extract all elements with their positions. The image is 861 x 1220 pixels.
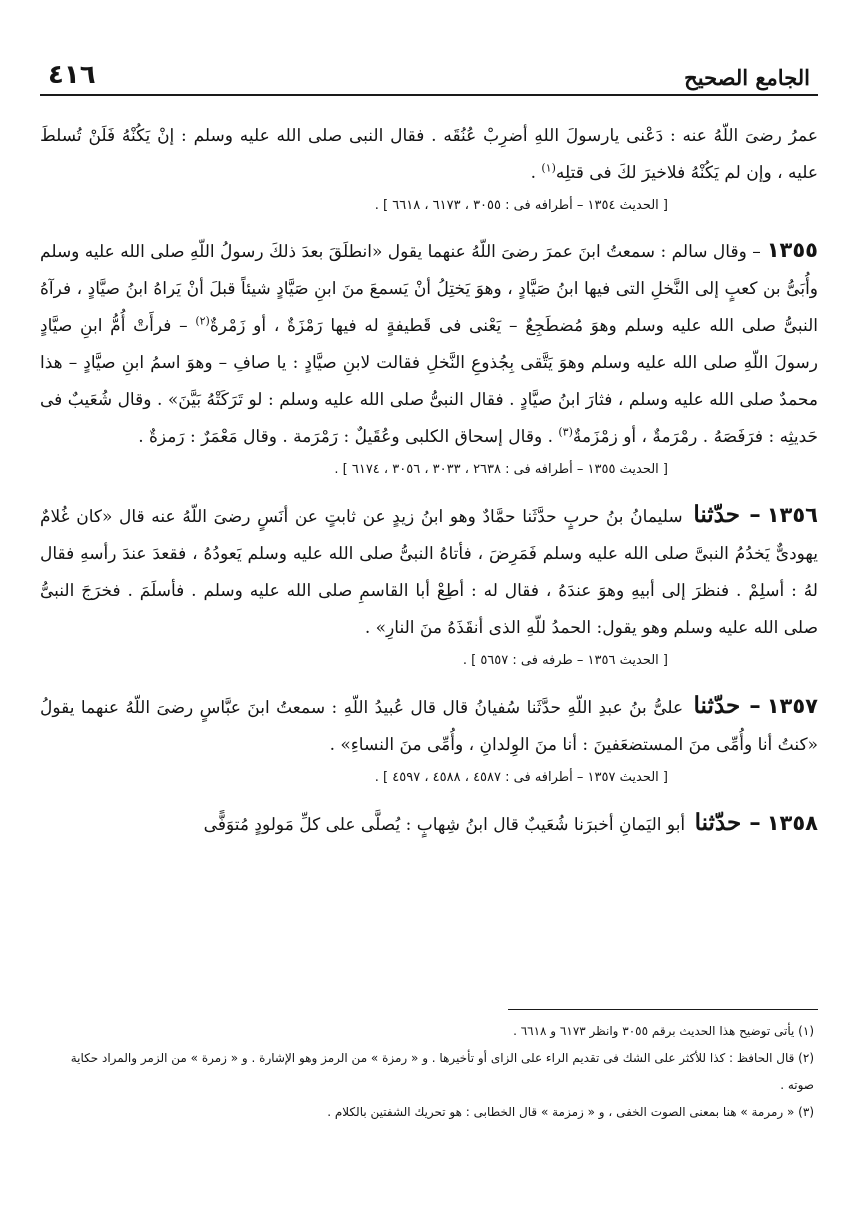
hadith-1357-text: علىُّ بنُ عبدِ اللّهِ حدَّثَنا سُفيانُ قال قال عُبيدُ اللّهِ : سمعتُ ابنَ عبَّاسٍ رضىَ اللّهُ عنهما يقولُ «كنتُ أنا وأُمِّى منَ المستضعَفينَ : أنا منَ الوِلدانِ ، وأُمِّى منَ النساءِ» . (40, 698, 818, 755)
hadith-1355-text-a: – وقال سالم : سمعتُ ابنَ عمرَ رضىَ اللّهُ عنهما يقول «انطلَقَ بعدَ ذلكَ رسولُ اللّهِ صلى الله عليه وسلم وأُبَىُّ بن كعبٍ إلى النَّخلِ التى فيها ابنُ صَيَّادٍ ، وهوَ يَختِلُ أنْ يَسمعَ منَ ابنِ صَيَّادٍ شيئاً قبلَ أنْ يَراهُ ابنُ صيَّادٍ ، فرآهُ النبىُّ صلى الله عليه وسلم وهوَ مُضطَجِعٌ – يَعْنى فى قَطيفةٍ له فيها رَمْزَةٌ ، أو زَمْرةٌ (40, 242, 818, 336)
footnote-1: (١) يأتى توضيح هذا الحديث برقم ٣٠٥٥ وانظر ٦١٧٣ و ٦٦١٨ . (513, 1024, 814, 1038)
hadith-number-1358: ١٣٥٨ (766, 811, 818, 835)
hadith-1358 (40, 804, 818, 844)
footnote-ref-2: (٢) (195, 314, 210, 328)
footnote-3: (٣) « رمرمة » هنا بمعنى الصوت الخفى ، و « زمزمة » قال الخطابى : هو تحريك الشفتين بالكلام . (327, 1105, 814, 1119)
page-body (40, 118, 818, 844)
hadith-1356 (40, 496, 818, 647)
hadith-1357-crossref: [ الحديث ١٣٥٧ – أطرافه فى : ٤٥٨٧ ، ٤٥٨٨ ، ٤٥٩٧ ] . (374, 770, 668, 785)
hadith-1355-text-c: . وقال إسحاق الكلبى وعُقَيلٌ : رَمْرَمة . وقال مَعْمَرٌ : رَمزةٌ . (138, 427, 559, 447)
hadith-number-1357: ١٣٥٧ (766, 694, 818, 718)
hadith-1355 (40, 232, 818, 456)
intro-end: . (530, 163, 542, 183)
footnote-ref-3: (٣) (558, 425, 573, 439)
haddathana-1358: – حدّثنا (694, 809, 761, 836)
book-title: الجامع الصحيح (684, 65, 810, 90)
haddathana-1356: – حدّثنا (693, 501, 761, 528)
hadith-number-1356: ١٣٥٦ (766, 503, 818, 527)
hadith-1355-crossref: [ الحديث ١٣٥٥ – أطرافه فى : ٢٦٣٨ ، ٣٠٣٣ ، ٣٠٥٦ ، ٦١٧٤ ] . (334, 462, 668, 477)
haddathana-1357: – حدّثنا (693, 692, 761, 719)
intro-text: عمرُ رضىَ اللّهُ عنه : دَعْنى يارسولَ اللهِ أضرِبْ عُنُقَه . فقال النبى صلى الله عليه وسلم : إنْ يَكُنْهُ فَلَنْ تُسلطَ عليه ، وإن لم يَكُنْهُ فلاخيرَ لكَ فى قتلِه (40, 126, 818, 183)
hadith-1358-text: أبو اليَمانِ أخبرَنا شُعَيبٌ قال ابنُ شِهابٍ : يُصلَّى على كلِّ مَولودٍ مُتوَفًّى (203, 815, 691, 835)
footnotes (44, 1018, 814, 1126)
page-number: ٤١٦ (48, 60, 96, 90)
hadith-1354-crossref: [ الحديث ١٣٥٤ – أطرافه فى : ٣٠٥٥ ، ٦١٧٣ ، ٦٦١٨ ] . (374, 198, 668, 213)
book-page (40, 52, 818, 1192)
intro-paragraph (40, 118, 818, 192)
footnote-ref-1: (١) (541, 161, 556, 175)
hadith-1355-text-b: – فرأَتْ أُمُّ ابنِ صيَّادٍ رسولَ اللّهِ صلى الله عليه وسلم وهوَ يَتَّقى بِجُذوعِ النَّخلِ فقالت لابنِ صيَّادٍ : يا صافِ – وهوَ اسمُ ابنِ صيَّادٍ – هذا محمدٌ صلى الله عليه وسلم ، فثارَ ابنُ صيَّادٍ . فقال النبىُّ صلى الله عليه وسلم : لو تَرَكَتْهُ بَيَّنَ» . وقال شُعَيبٌ فى حَديثِه : فرَفَصَهُ . رمْرَمةٌ ، أو زمْزَمةٌ (40, 316, 818, 447)
hadith-1356-crossref: [ الحديث ١٣٥٦ – طرفه فى : ٥٦٥٧ ] . (462, 653, 668, 668)
page-header (40, 52, 818, 96)
footnote-2: (٢) قال الحافظ : كذا للأكثر على الشك فى تقديم الراء على الزاى أو تأخيرها . و « رمزة » من الرمز وهو الإشارة . و « زمرة » من الزمر والمراد حكاية صوته . (70, 1051, 814, 1092)
footnotes-divider (508, 1009, 818, 1010)
hadith-1356-text: سليمانُ بنُ حربٍ حدَّثَنا حمَّادٌ وهو ابنُ زيدٍ عن ثابتٍ عن أنَسٍ رضىَ اللّهُ عنه قال «كان غُلامٌ يهودىٌّ يَخدُمُ النبىَّ صلى الله عليه وسلم فَمَرِضَ ، فأتاهُ النبىُّ صلى الله عليه وسلم يَعودُهُ ، فقعدَ عندَ رأسهِ فقال لهُ : أسلِمْ . فنظرَ إلى أبيهِ وهوَ عندَهُ ، فقال له : أطِعْ أبا القاسمِ صلى الله عليه وسلم . فأسلَمَ . فخرَجَ النبىُّ صلى الله عليه وسلم وهو يقول: الحمدُ للّهِ الذى أنقَذَهُ منَ النارِ» . (40, 507, 818, 638)
hadith-1357 (40, 687, 818, 764)
hadith-number-1355: ١٣٥٥ (766, 238, 818, 262)
